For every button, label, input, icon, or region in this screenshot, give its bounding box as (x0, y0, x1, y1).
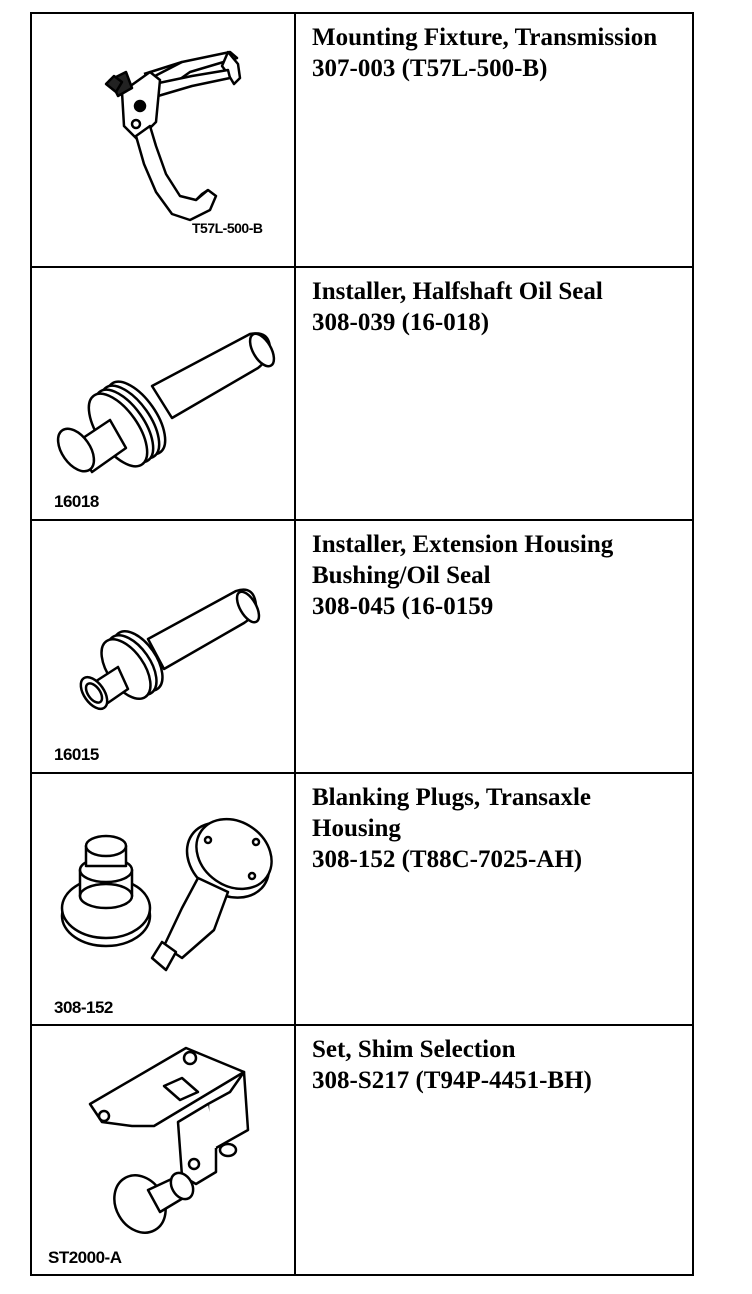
blanking-plugs-illustration (32, 774, 294, 1024)
figure-label: 308-152 (54, 998, 113, 1017)
tool-illustration-cell (32, 14, 296, 266)
tool-number: 308-039 (16-018) (312, 309, 490, 336)
figure-label: T57L-500-B (192, 220, 263, 236)
special-tools-table (30, 12, 694, 1276)
figure-label: ST2000-A (48, 1248, 122, 1267)
halfshaft-seal-installer-illustration (32, 268, 294, 519)
tool-row (32, 14, 692, 268)
extension-housing-installer-illustration (32, 521, 294, 772)
tool-number: 307-003 (T57L-500-B) (312, 55, 548, 82)
tool-row (32, 1026, 692, 1274)
tool-illustration-cell (32, 774, 296, 1024)
tool-name: Mounting Fixture, Transmission (312, 24, 658, 51)
tool-description (298, 521, 692, 772)
tool-description (298, 14, 692, 266)
tool-number: 308-045 (16-0159 (312, 593, 494, 620)
figure-label: 16015 (54, 745, 99, 764)
tool-number: 308-S217 (T94P-4451-BH) (312, 1067, 592, 1094)
tool-name: Installer, Halfshaft Oil Seal (312, 278, 603, 305)
tool-row (32, 268, 692, 521)
tool-row (32, 521, 692, 774)
tool-name-continued: Bushing/Oil Seal (312, 562, 491, 589)
tool-illustration-cell (32, 268, 296, 519)
tool-description (298, 1026, 692, 1274)
figure-label: 16018 (54, 492, 99, 511)
tool-illustration-cell (32, 1026, 296, 1274)
tool-name: Set, Shim Selection (312, 1036, 516, 1063)
tool-illustration-cell (32, 521, 296, 772)
shim-selection-set-illustration (32, 1026, 294, 1272)
tool-name: Installer, Extension Housing (312, 531, 614, 558)
tool-name: Blanking Plugs, Transaxle (312, 784, 592, 811)
tool-row (32, 774, 692, 1026)
tool-description (298, 268, 692, 519)
tool-description (298, 774, 692, 1024)
tool-number: 308-152 (T88C-7025-AH) (312, 846, 583, 873)
tool-name-continued: Housing (312, 815, 401, 842)
